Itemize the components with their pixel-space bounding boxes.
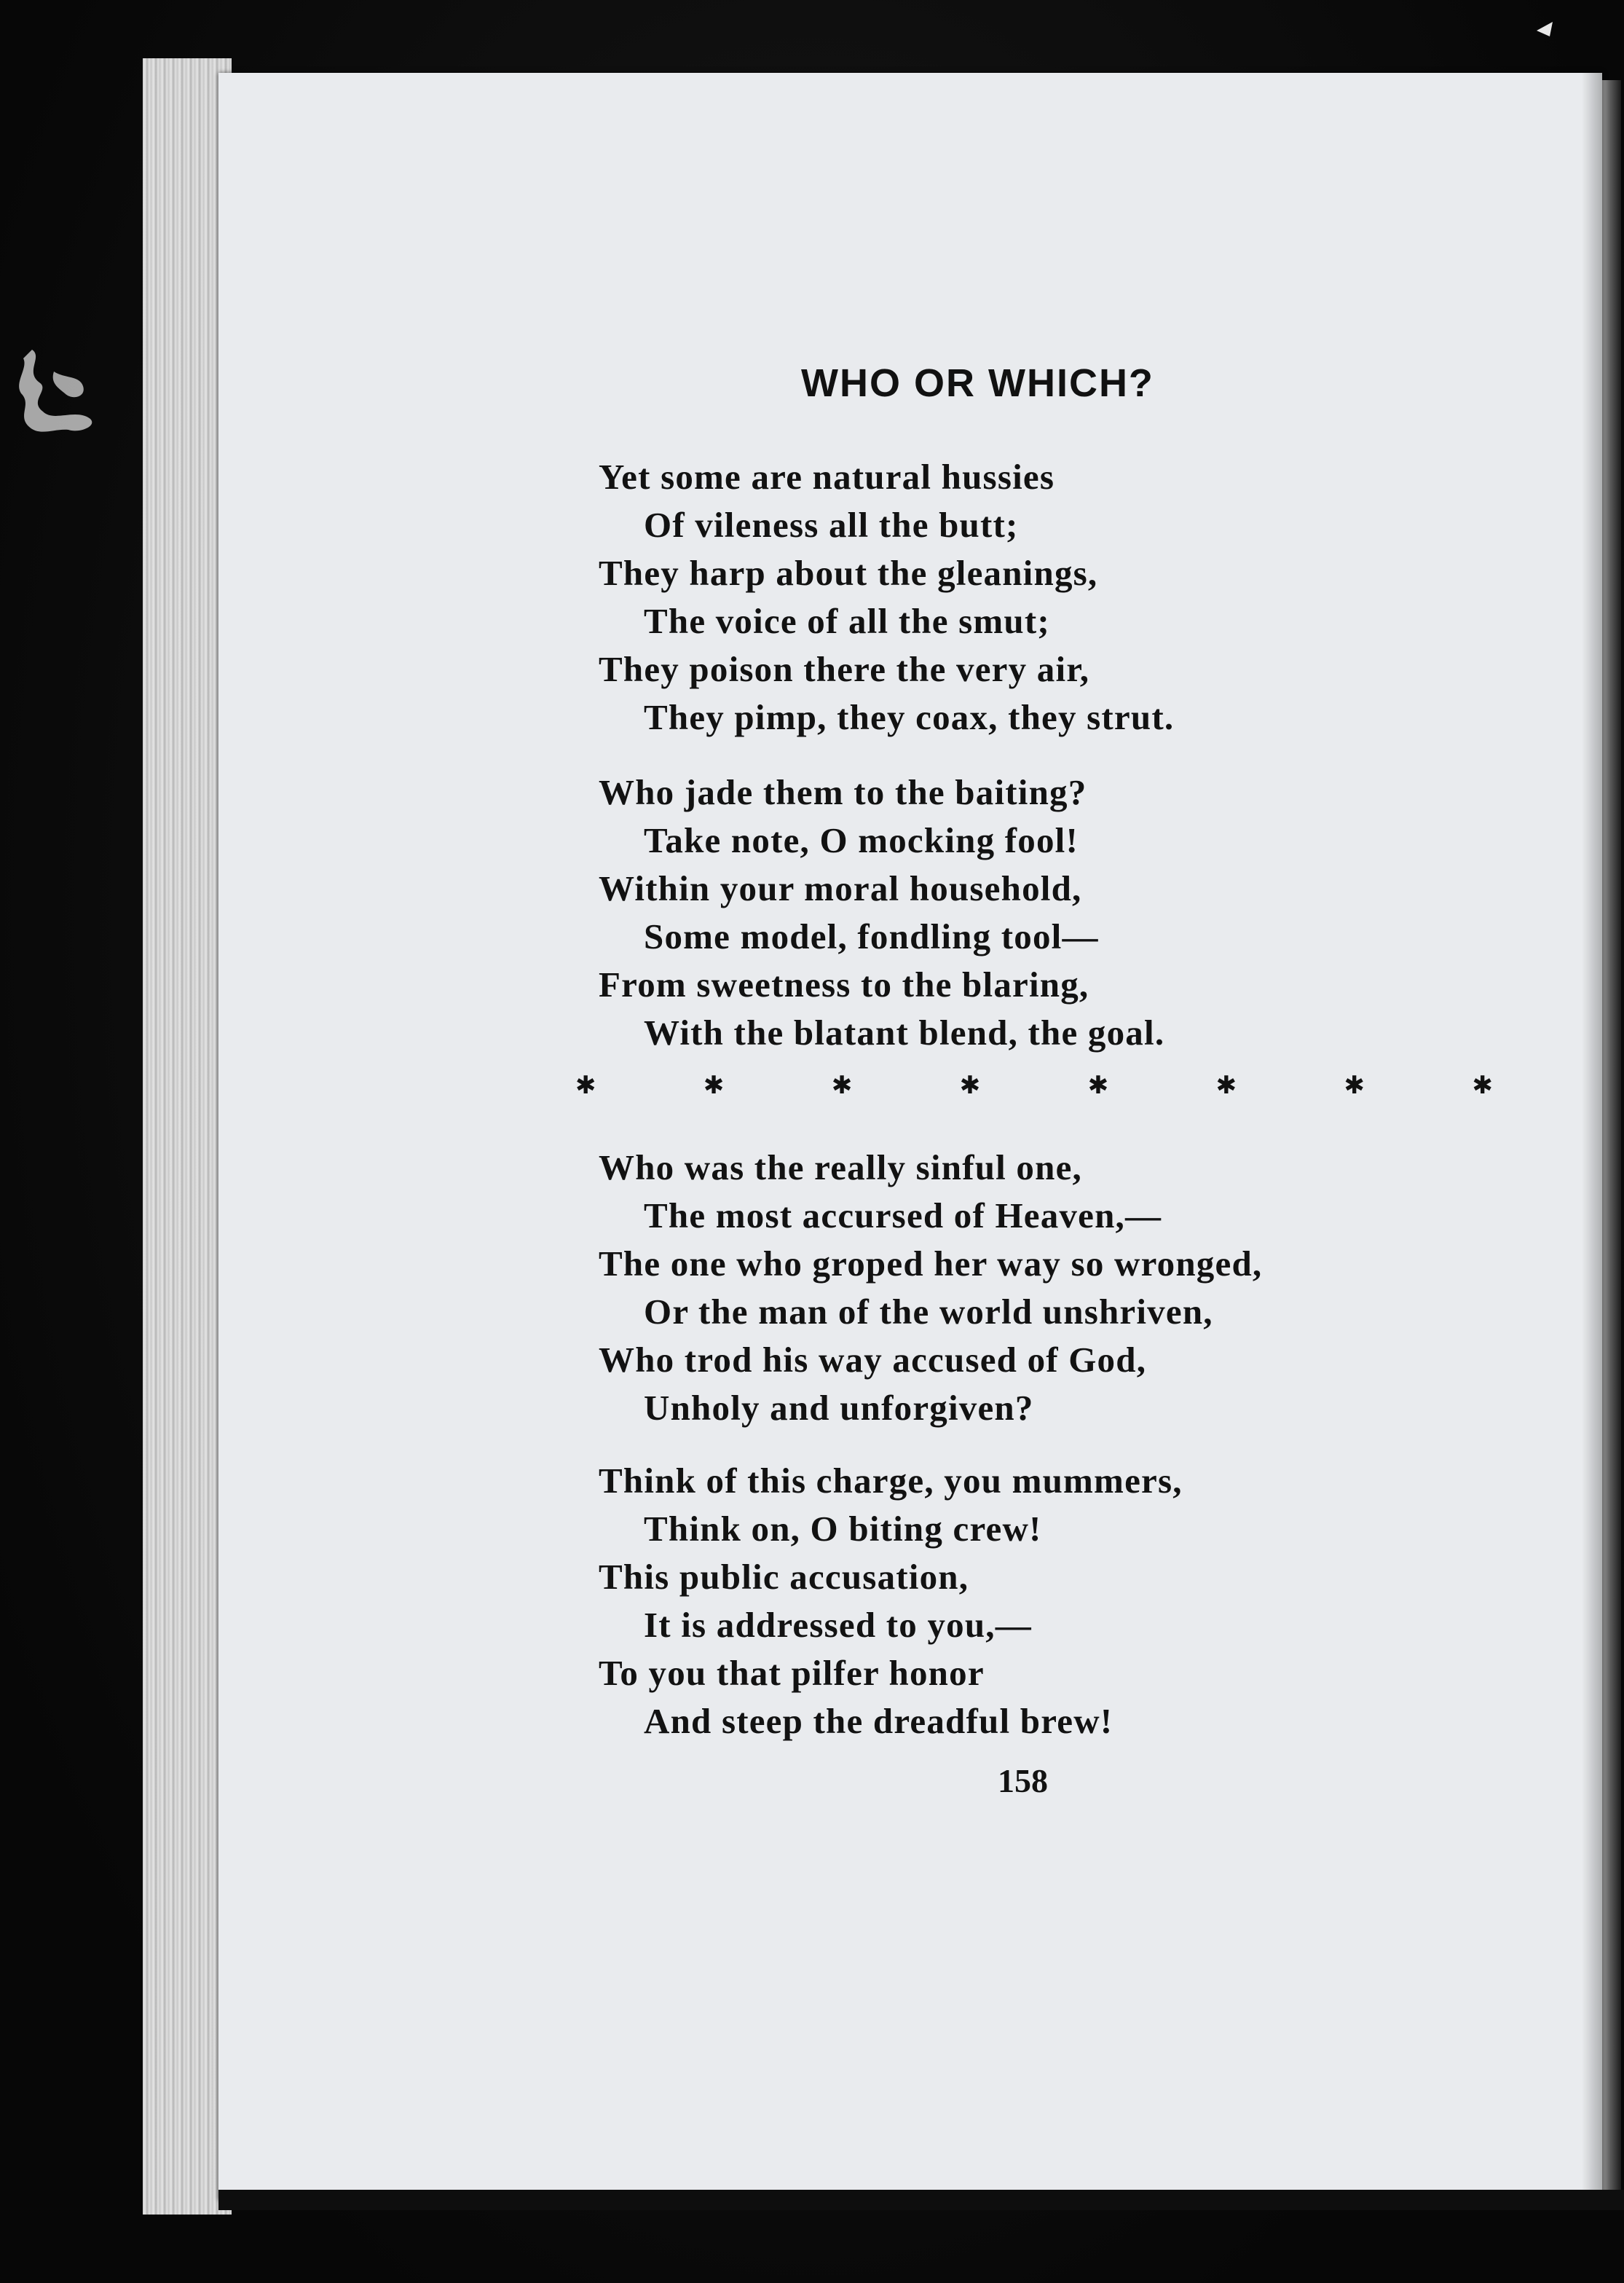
stanza-3 (599, 1144, 1473, 1432)
poem-line: Some model, fondling tool— (644, 916, 1099, 956)
poem-line: The most accursed of Heaven,— (644, 1195, 1162, 1235)
stanza-2 (599, 769, 1473, 1057)
separator-star-icon: ✱ (1215, 1071, 1237, 1100)
separator-star-icon: ✱ (1344, 1071, 1365, 1100)
poem-line: They pimp, they coax, they strut. (644, 697, 1175, 737)
poem-line: Within your moral household, (599, 868, 1082, 908)
poem-line: Think of this charge, you mummers, (599, 1461, 1183, 1501)
poem-line: Who was the really sinful one, (599, 1147, 1082, 1187)
scan-bottom-border (218, 2190, 1624, 2210)
poem-line: Take note, O mocking fool! (644, 820, 1079, 860)
separator-star-icon: ✱ (575, 1071, 596, 1100)
poem-line: And steep the dreadful brew! (644, 1701, 1113, 1741)
stanza-1 (599, 453, 1473, 742)
poem-line: Or the man of the world unshriven, (644, 1292, 1213, 1332)
separator-star-icon: ✱ (1087, 1071, 1109, 1100)
poem-line: Think on, O biting crew! (644, 1509, 1042, 1549)
poem-line: Unholy and unforgiven? (644, 1388, 1034, 1428)
poem-line: To you that pilfer honor (599, 1653, 985, 1693)
corner-scratch-mark (1531, 16, 1560, 45)
poem-line: Of vileness all the butt; (644, 505, 1019, 545)
poem-line: They harp about the gleanings, (599, 553, 1098, 593)
stanza-4 (599, 1457, 1473, 1745)
poem-title: WHO OR WHICH? (801, 361, 1154, 405)
poem-line: From sweetness to the blaring, (599, 964, 1089, 1005)
separator-star-icon: ✱ (703, 1071, 725, 1100)
separator-star-icon: ✱ (1472, 1071, 1493, 1100)
page-number: 158 (998, 1762, 1048, 1799)
poem-line: This public accusation, (599, 1557, 969, 1597)
poem-line: Yet some are natural hussies (599, 457, 1055, 497)
poem-line: It is addressed to you,— (644, 1605, 1032, 1645)
book-right-edge (1599, 80, 1621, 2200)
separator-star-icon: ✱ (959, 1071, 981, 1100)
poem-line: They poison there the very air, (599, 649, 1090, 689)
separator-star-icon: ✱ (831, 1071, 853, 1100)
poem-line: With the blatant blend, the goal. (644, 1013, 1165, 1053)
poem-line: Who jade them to the baiting? (599, 772, 1087, 812)
section-separator (575, 1071, 1493, 1100)
poem-line: The one who groped her way so wronged, (599, 1243, 1263, 1284)
poem-line: Who trod his way accused of God, (599, 1340, 1147, 1380)
ink-smudge-mark (10, 342, 105, 444)
poem-line: The voice of all the smut; (644, 601, 1050, 641)
